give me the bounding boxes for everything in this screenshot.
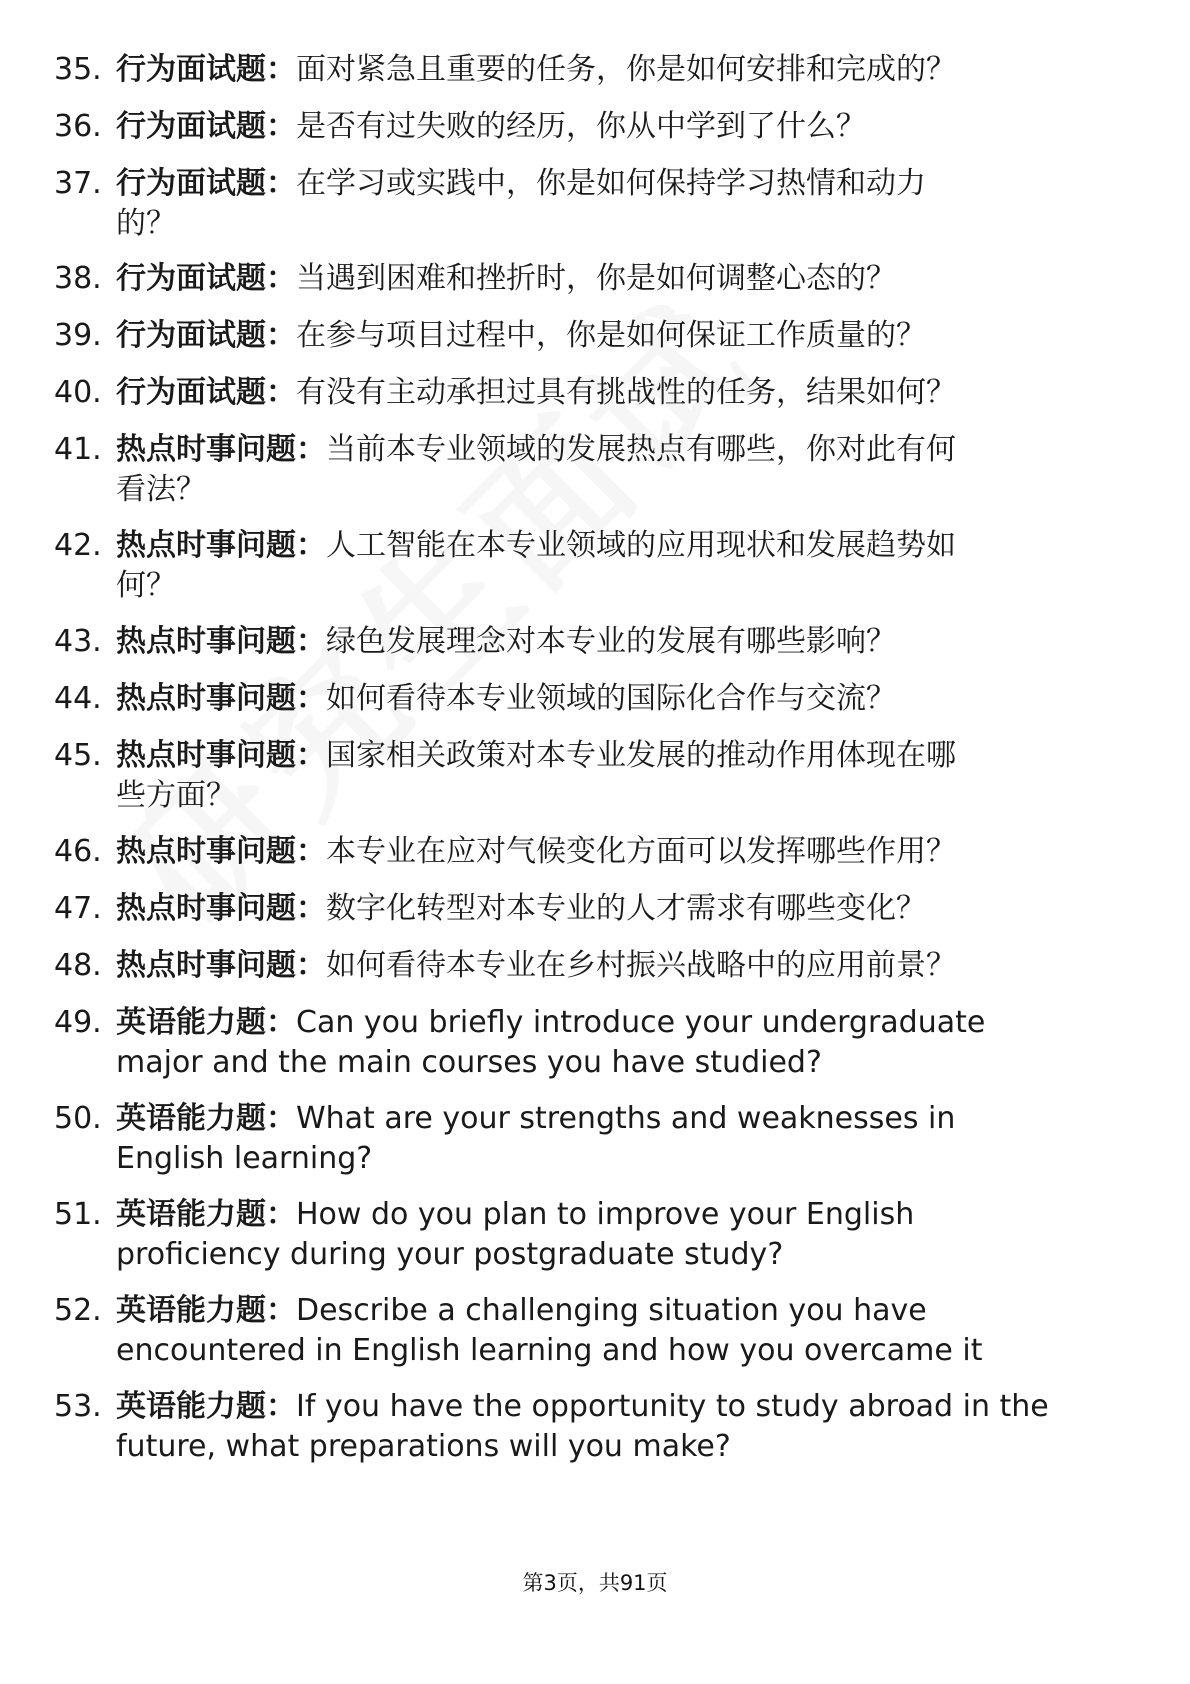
question-body [116, 679, 1036, 719]
question-body [116, 107, 1036, 147]
question-category: 行为面试题： [116, 166, 296, 201]
question-category: 英语能力题： [116, 1101, 296, 1136]
question-text: 如何看待本专业领域的国际化合作与交流？ [326, 681, 896, 716]
question-number: 40. [54, 375, 102, 410]
question-body [116, 50, 1036, 90]
question-text: encountered in English learning and how you overcame it [116, 1333, 983, 1368]
question-category: 行为面试题： [116, 52, 296, 87]
question-text: 国家相关政策对本专业发展的推动作用体现在哪 [326, 738, 956, 773]
question-text: proficiency during your postgraduate study? [116, 1237, 784, 1272]
question-text: 何？ [116, 568, 176, 603]
question-text: What are your strengths and weaknesses in [296, 1101, 956, 1136]
question-category: 行为面试题： [116, 109, 296, 144]
question-text: future, what preparations will you make? [116, 1429, 731, 1464]
question-number: 45. [54, 738, 102, 773]
question-category: 热点时事问题： [116, 681, 326, 716]
question-number: 42. [54, 528, 102, 563]
question-text: 绿色发展理念对本专业的发展有哪些影响？ [326, 624, 896, 659]
question-line [116, 1427, 1036, 1467]
question-line [116, 373, 1036, 413]
question-line [116, 776, 1036, 816]
question-line [116, 470, 1036, 510]
question-line [116, 526, 1036, 566]
question-category: 热点时事问题： [116, 948, 326, 983]
question-line [116, 1387, 1049, 1427]
question-category: 英语能力题： [116, 1389, 296, 1424]
question-line [116, 736, 1036, 776]
question-text: English learning? [116, 1141, 373, 1176]
question-line [116, 946, 1036, 986]
question-text: major and the main courses you have studied? [116, 1045, 822, 1080]
question-category: 英语能力题： [116, 1197, 296, 1232]
question-number: 36. [54, 109, 102, 144]
question-text: Describe a challenging situation you have [296, 1293, 927, 1328]
question-body [116, 373, 1036, 413]
question-category: 英语能力题： [116, 1005, 296, 1040]
question-body [116, 1099, 1036, 1179]
question-line [116, 1099, 1036, 1139]
question-line [116, 889, 1036, 929]
question-body [116, 430, 1036, 510]
question-text: 当前本专业领域的发展热点有哪些，你对此有何 [326, 432, 956, 467]
question-body [116, 1003, 1036, 1083]
question-category: 英语能力题： [116, 1293, 296, 1328]
question-text: 些方面？ [116, 778, 236, 813]
question-text: 当遇到困难和挫折时，你是如何调整心态的？ [296, 261, 896, 296]
question-text: 有没有主动承担过具有挑战性的任务，结果如何？ [296, 375, 956, 410]
question-line [116, 1043, 1036, 1083]
question-line [116, 1139, 1036, 1179]
question-line [116, 164, 1036, 204]
question-text: 本专业在应对气候变化方面可以发挥哪些作用？ [326, 834, 956, 869]
question-line [116, 430, 1036, 470]
question-body [116, 832, 1036, 872]
question-text: 数字化转型对本专业的人才需求有哪些变化？ [326, 891, 926, 926]
question-category: 热点时事问题： [116, 624, 326, 659]
question-category: 热点时事问题： [116, 891, 326, 926]
question-number: 44. [54, 681, 102, 716]
question-number: 50. [54, 1101, 102, 1136]
question-line [116, 1291, 1036, 1331]
question-text: How do you plan to improve your English [296, 1197, 915, 1232]
question-number: 38. [54, 261, 102, 296]
question-text: 在参与项目过程中，你是如何保证工作质量的？ [296, 318, 926, 353]
question-line [116, 1331, 1036, 1371]
question-text: 是否有过失败的经历，你从中学到了什么？ [296, 109, 866, 144]
question-body [116, 1291, 1036, 1371]
question-text: 面对紧急且重要的任务，你是如何安排和完成的？ [296, 52, 956, 87]
question-number: 53. [54, 1389, 102, 1424]
question-text: 人工智能在本专业领域的应用现状和发展趋势如 [326, 528, 956, 563]
question-number: 37. [54, 166, 102, 201]
question-line [116, 1235, 1036, 1275]
question-number: 41. [54, 432, 102, 467]
question-line [116, 832, 1036, 872]
question-body [116, 889, 1036, 929]
question-number: 39. [54, 318, 102, 353]
question-line [116, 1195, 1036, 1235]
question-body [116, 736, 1036, 816]
question-body [116, 946, 1036, 986]
question-category: 行为面试题： [116, 375, 296, 410]
question-number: 47. [54, 891, 102, 926]
question-line [116, 259, 1036, 299]
question-number: 52. [54, 1293, 102, 1328]
question-body [116, 622, 1036, 662]
question-body [116, 1195, 1036, 1275]
question-line [116, 316, 1036, 356]
question-line [116, 1003, 1036, 1043]
question-text: If you have the opportunity to study abroad in the [296, 1389, 1049, 1424]
question-number: 46. [54, 834, 102, 869]
question-category: 热点时事问题： [116, 834, 326, 869]
question-number: 35. [54, 52, 102, 87]
question-line [116, 566, 1036, 606]
question-text: 在学习或实践中，你是如何保持学习热情和动力 [296, 166, 926, 201]
question-text: 如何看待本专业在乡村振兴战略中的应用前景？ [326, 948, 956, 983]
question-category: 热点时事问题： [116, 432, 326, 467]
question-line [116, 50, 1036, 90]
question-text: Can you briefly introduce your undergraduate [296, 1005, 986, 1040]
question-body [116, 259, 1036, 299]
question-line [116, 679, 1036, 719]
question-line [116, 622, 1036, 662]
question-body [116, 1387, 1049, 1467]
question-category: 行为面试题： [116, 261, 296, 296]
question-category: 热点时事问题： [116, 528, 326, 563]
question-category: 热点时事问题： [116, 738, 326, 773]
question-number: 48. [54, 948, 102, 983]
question-number: 51. [54, 1197, 102, 1232]
question-number: 49. [54, 1005, 102, 1040]
page-footer: 第3页，共91页 [522, 1571, 668, 1595]
question-body [116, 164, 1036, 244]
question-body [116, 526, 1036, 606]
question-category: 行为面试题： [116, 318, 296, 353]
question-text: 看法？ [116, 472, 206, 507]
question-body [116, 316, 1036, 356]
question-line [116, 107, 1036, 147]
question-line [116, 204, 1036, 244]
question-number: 43. [54, 624, 102, 659]
question-text: 的？ [116, 206, 176, 241]
